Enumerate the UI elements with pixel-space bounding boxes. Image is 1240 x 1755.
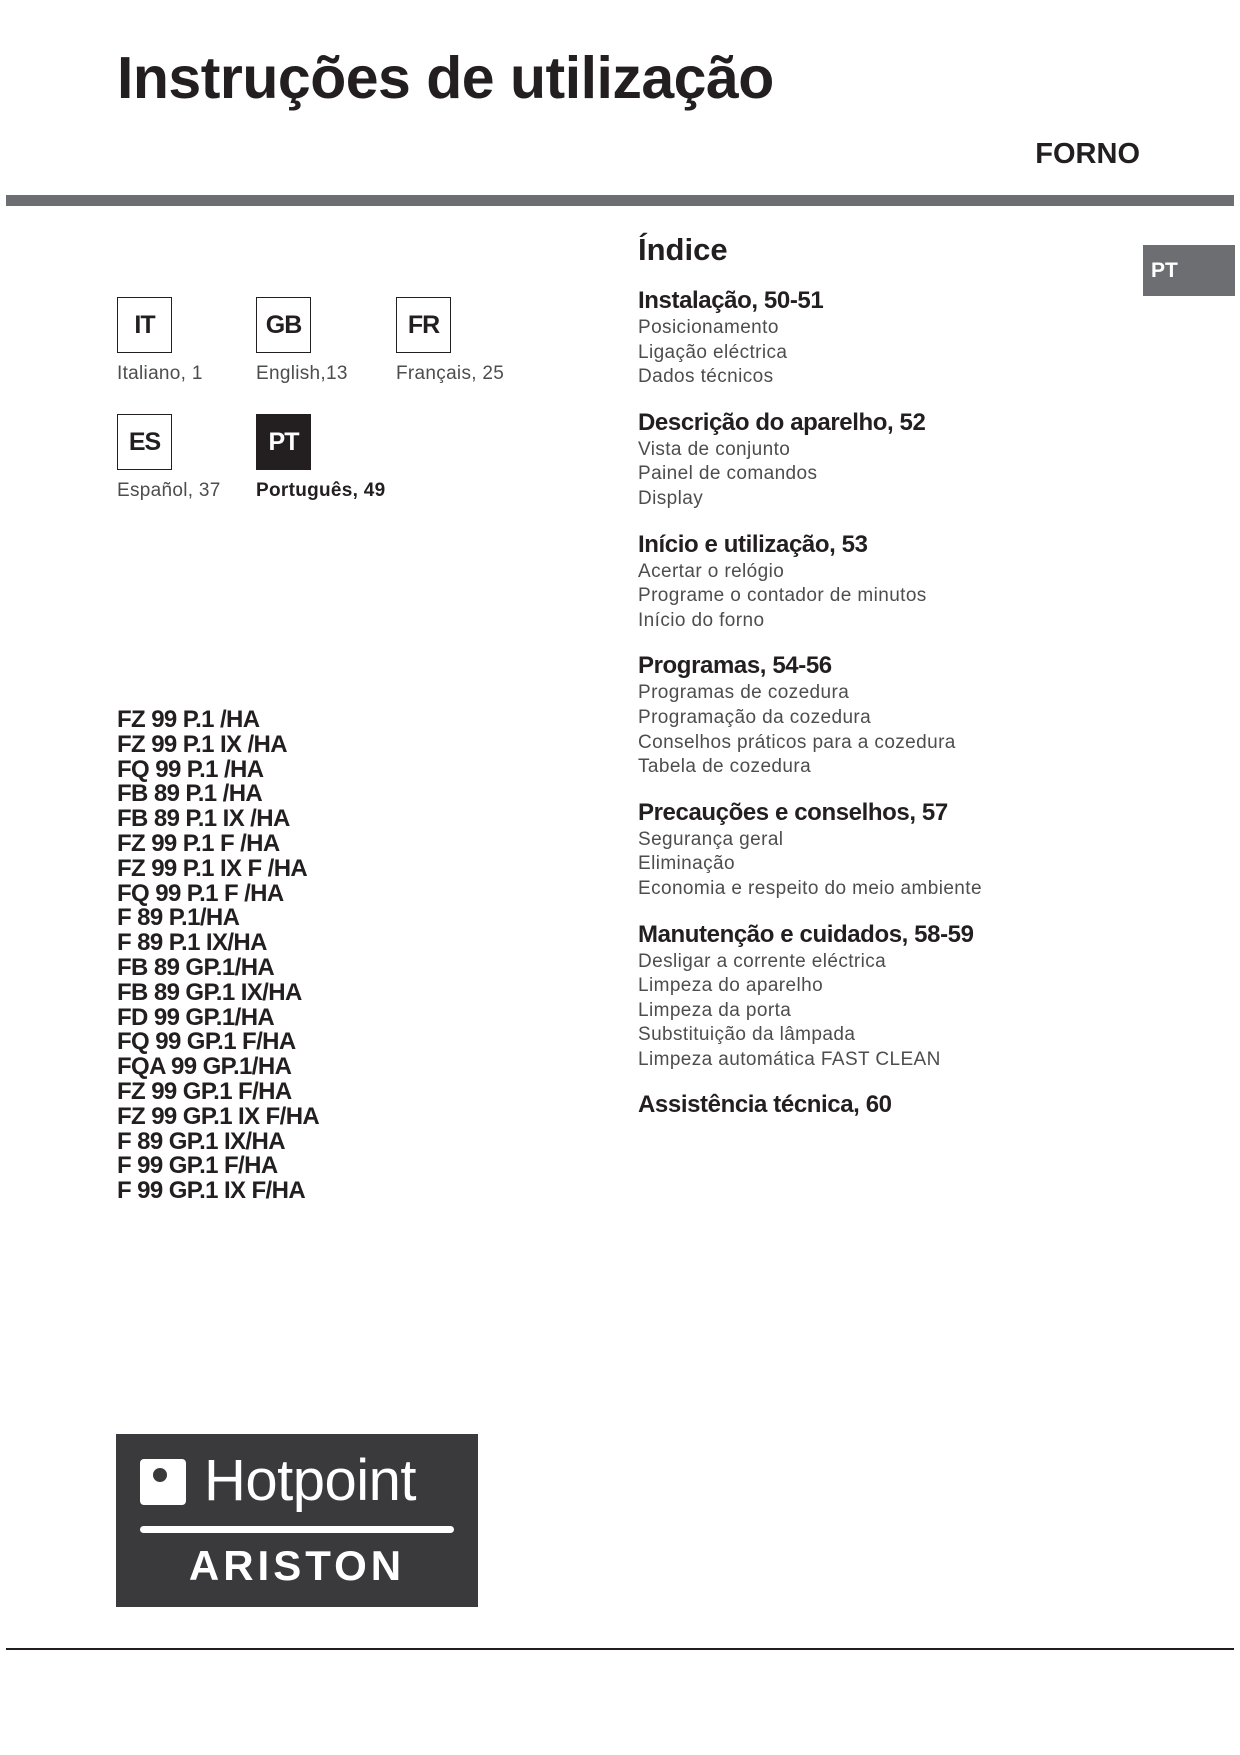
language-code-box: FR xyxy=(396,297,451,353)
toc-item[interactable]: Display xyxy=(638,487,704,509)
page-title: Instruções de utilização xyxy=(117,45,774,111)
model-item: FZ 99 P.1 IX /HA xyxy=(117,730,288,758)
toc-section-title[interactable]: Descrição do aparelho, 52 xyxy=(638,408,926,436)
model-item: FQ 99 GP.1 F/HA xyxy=(117,1028,296,1056)
toc-section-title[interactable]: Manutenção e cuidados, 58-59 xyxy=(638,920,974,948)
toc-item[interactable]: Vista de conjunto xyxy=(638,438,791,460)
toc-item[interactable]: Dados técnicos xyxy=(638,366,774,388)
language-label: Italiano, 1 xyxy=(117,363,203,384)
toc-item[interactable]: Desligar a corrente eléctrica xyxy=(638,950,887,972)
table-of-contents xyxy=(638,286,1108,1138)
language-code-box: GB xyxy=(256,297,311,353)
language-label: Español, 37 xyxy=(117,480,221,501)
toc-item[interactable]: Painel de comandos xyxy=(638,463,818,485)
language-label: Français, 25 xyxy=(396,363,505,384)
model-item: FB 89 GP.1/HA xyxy=(117,953,275,981)
model-item: F 89 GP.1 IX/HA xyxy=(117,1127,285,1155)
product-type: FORNO xyxy=(1035,138,1140,170)
toc-item[interactable]: Início do forno xyxy=(638,609,765,631)
toc-section-title[interactable]: Instalação, 50-51 xyxy=(638,287,824,314)
logo-brand-text: Hotpoint xyxy=(204,1448,417,1513)
model-item: FZ 99 GP.1 IX F/HA xyxy=(117,1102,320,1130)
language-fr[interactable] xyxy=(396,297,504,385)
model-item: FQA 99 GP.1/HA xyxy=(117,1053,292,1081)
toc-item[interactable]: Tabela de cozedura xyxy=(638,756,812,778)
toc-item[interactable]: Economia e respeito do meio ambiente xyxy=(638,877,982,899)
language-label-active: Português, 49 xyxy=(256,480,386,501)
language-label: English,13 xyxy=(256,363,348,384)
model-item: FB 89 P.1 /HA xyxy=(117,780,263,808)
toc-section-precaucoes xyxy=(638,798,1108,902)
toc-item[interactable]: Ligação eléctrica xyxy=(638,341,788,363)
toc-item[interactable]: Segurança geral xyxy=(638,828,784,850)
toc-item[interactable]: Programas de cozedura xyxy=(638,682,850,704)
model-item: F 99 GP.1 F/HA xyxy=(117,1152,278,1180)
toc-section-inicio xyxy=(638,530,1108,634)
language-gb[interactable] xyxy=(256,297,348,385)
model-item: FQ 99 P.1 /HA xyxy=(117,755,264,783)
toc-section-descricao xyxy=(638,408,1108,512)
toc-section-title[interactable]: Assistência técnica, 60 xyxy=(638,1091,892,1119)
model-item: F 89 P.1 IX/HA xyxy=(117,929,267,957)
model-list xyxy=(117,708,319,1204)
toc-item[interactable]: Limpeza automática FAST CLEAN xyxy=(638,1048,941,1070)
language-code-box-active: PT xyxy=(256,414,311,470)
language-pt[interactable] xyxy=(256,414,386,502)
toc-item[interactable]: Limpeza da porta xyxy=(638,999,792,1021)
model-item: FQ 99 P.1 F /HA xyxy=(117,879,284,907)
language-code-box: ES xyxy=(117,414,172,470)
model-item: FZ 99 P.1 IX F /HA xyxy=(117,854,308,882)
toc-item[interactable]: Posicionamento xyxy=(638,317,779,338)
language-side-tab: PT xyxy=(1143,245,1235,296)
language-es[interactable] xyxy=(117,414,221,502)
model-item: FZ 99 GP.1 F/HA xyxy=(117,1077,292,1105)
toc-section-title[interactable]: Programas, 54-56 xyxy=(638,652,832,680)
logo-divider xyxy=(140,1526,454,1533)
toc-section-assistencia xyxy=(638,1090,1108,1120)
model-item: F 99 GP.1 IX F/HA xyxy=(117,1177,306,1205)
model-item: FZ 99 P.1 /HA xyxy=(117,706,260,733)
model-item: FD 99 GP.1/HA xyxy=(117,1003,275,1031)
header-divider xyxy=(6,195,1234,206)
toc-item[interactable]: Eliminação xyxy=(638,853,735,875)
model-item: FB 89 P.1 IX /HA xyxy=(117,805,290,833)
toc-section-title[interactable]: Precauções e conselhos, 57 xyxy=(638,798,948,826)
toc-section-programas xyxy=(638,651,1108,779)
toc-section-title[interactable]: Início e utilização, 53 xyxy=(638,530,868,558)
model-item: FZ 99 P.1 F /HA xyxy=(117,829,280,857)
toc-item[interactable]: Conselhos práticos para a cozedura xyxy=(638,731,956,753)
toc-section-manutencao xyxy=(638,920,1108,1073)
hotpoint-ariston-logo xyxy=(116,1434,478,1607)
toc-item[interactable]: Acertar o relógio xyxy=(638,560,785,582)
toc-heading: Índice xyxy=(638,232,728,267)
model-item: FB 89 GP.1 IX/HA xyxy=(117,978,302,1006)
toc-item[interactable]: Substituição da lâmpada xyxy=(638,1024,856,1046)
brand-mark-icon xyxy=(140,1459,186,1505)
footer-divider xyxy=(6,1648,1234,1650)
toc-item[interactable]: Programação da cozedura xyxy=(638,706,872,728)
model-item: F 89 P.1/HA xyxy=(117,904,240,932)
toc-item[interactable]: Programe o contador de minutos xyxy=(638,585,927,607)
toc-section-instalacao xyxy=(638,286,1108,390)
language-code-box: IT xyxy=(117,297,172,353)
language-it[interactable] xyxy=(117,297,203,385)
toc-item[interactable]: Limpeza do aparelho xyxy=(638,975,824,997)
logo-sub-text: ARISTON xyxy=(188,1542,406,1589)
